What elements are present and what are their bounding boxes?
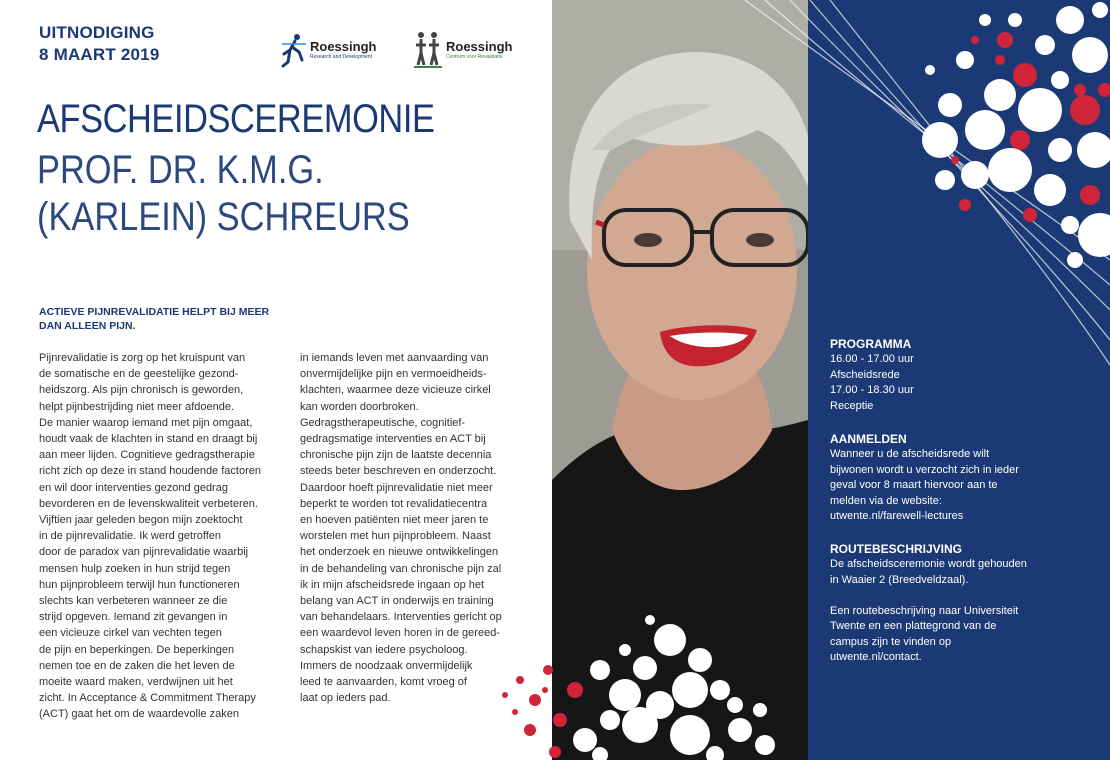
- body-text-line: helpt pijnbestrijding niet meer afdoende.: [39, 400, 235, 413]
- route-line: Twente en een plattegrond van de: [830, 620, 997, 632]
- body-text-line: Pijnrevalidatie is zorg op het kruispunt van: [39, 352, 246, 364]
- contact-link[interactable]: utwente.nl/contact.: [830, 651, 922, 663]
- body-text-line: in de pijnrevalidatie. Ik werd getroffen: [39, 530, 222, 543]
- body-text-column-1: [39, 350, 289, 723]
- body-text-line: steeds beter beschreven en onderzocht.: [300, 465, 497, 478]
- body-text-line: kan worden doorbroken.: [300, 400, 419, 413]
- logo-subtitle: Centrum voor Revalidatie: [446, 54, 503, 60]
- body-text-line: en hoeven patiënten niet meer jaren te: [300, 514, 489, 527]
- body-text-line: nemen toe en de zaken die het leven de: [39, 659, 235, 672]
- body-text-line: heidszorg. Als pijn chronisch is geworden,: [39, 384, 244, 397]
- portrait-photo: [552, 0, 808, 760]
- body-text-line: ik in mijn afscheidsrede ingaan op het: [300, 578, 485, 591]
- header-label: UITNODIGING: [39, 23, 155, 42]
- aanmelden-line: geval voor 8 maart hiervoor aan te: [830, 479, 998, 491]
- body-text-line: strijd opgeven. Iemand zit gevangen in: [39, 611, 228, 624]
- body-text-line: gedragsmatige interventies en ACT bij: [300, 433, 486, 446]
- body-text-line: richt zich op deze in stand houdende factoren: [39, 465, 261, 478]
- logo-name: Roessingh: [310, 39, 377, 54]
- aanmelden-line: bijwonen wordt u verzocht zich in ieder: [830, 463, 1019, 476]
- registration-link[interactable]: utwente.nl/farewell-lectures: [830, 510, 964, 522]
- body-text-line: klachten, waarmee deze vicieuze cirkel: [300, 384, 491, 397]
- body-text-column-2: [300, 350, 550, 706]
- body-text-line: een vicieuze cirkel van vechten tegen: [39, 627, 222, 640]
- body-text-line: chronische pijn zijn de laatste decennia: [300, 449, 492, 462]
- portrait-illustration: [552, 0, 808, 760]
- body-text-line: (ACT) gaat het om de waardevolle zaken: [39, 708, 239, 721]
- invitation-header: [39, 22, 160, 66]
- body-text-line: de somatische en de geestelijke gezond-: [39, 368, 239, 381]
- route-line: De afscheidsceremonie wordt gehouden: [830, 558, 1027, 570]
- professor-name-line2: (KARLEIN) SCHREURS: [37, 195, 410, 239]
- body-text-line: zicht. In Acceptance & Commitment Therapy: [39, 692, 256, 705]
- body-text-line: in de behandeling van chronische pijn zal: [300, 562, 502, 575]
- body-text-line: De manier waarop iemand met pijn omgaat,: [39, 416, 253, 429]
- body-text-line: leed te aanvaarden, komt vroeg of: [300, 676, 467, 689]
- professor-name: [37, 147, 410, 241]
- programma-line: 16.00 - 17.00 uur: [830, 353, 914, 365]
- body-text-line: bevorderen en de levenskwaliteit verbeteren.: [39, 497, 258, 510]
- programma-line: 17.00 - 18.30 uur: [830, 384, 914, 396]
- route-line: campus zijn te vinden op: [830, 635, 952, 648]
- aanmelden-heading: AANMELDEN: [830, 432, 907, 446]
- header-date: 8 MAART 2019: [39, 45, 160, 64]
- roessingh-revalidatie-logo: [412, 30, 512, 70]
- body-text-line: Daardoor hoeft pijnrevalidatie niet meer: [300, 481, 493, 494]
- runner-logo-icon: [280, 32, 308, 68]
- body-text-line: beperkt te worden tot revalidatiecentra: [300, 497, 488, 510]
- body-text-line: houdt vaak de klachten in stand en draagt bij: [39, 433, 258, 446]
- logo-name: Roessingh: [446, 39, 513, 54]
- professor-name-line1: PROF. DR. K.M.G.: [37, 148, 324, 192]
- body-text-line: Immers de noodzaak onvermijdelijk: [300, 659, 473, 672]
- intro-heading: [39, 305, 279, 333]
- intro-line: DAN ALLEEN PIJN.: [39, 320, 136, 332]
- figures-logo-icon: [412, 31, 444, 69]
- body-text-line: Gedragstherapeutische, cognitief-: [300, 416, 466, 429]
- body-text-line: aan meer lijden. Cognitieve gedragstherapie: [39, 449, 255, 462]
- programma-heading: PROGRAMMA: [830, 337, 912, 351]
- body-text-line: van behandelaars. Interventies gericht op: [300, 611, 502, 624]
- body-text-line: schapskist van iedere psycholoog.: [300, 643, 468, 656]
- body-text-line: hun pijnprobleem terwijl hun functioneren: [39, 578, 240, 591]
- roessingh-rd-logo: [280, 30, 376, 70]
- body-text-line: mensen hulp zoeken in hun strijd tegen: [39, 562, 231, 575]
- aanmelden-line: melden via de website:: [830, 494, 942, 507]
- body-text-line: worstelen met hun pijnprobleem. Naast: [300, 530, 491, 543]
- aanmelden-section: [830, 431, 1100, 525]
- body-text-line: het onderzoek en nieuwe ontwikkelingen: [300, 546, 499, 559]
- body-text-line: laat op ieders pad.: [300, 692, 391, 705]
- route-line: Een routebeschrijving naar Universiteit: [830, 604, 1019, 617]
- programma-section: [830, 336, 1100, 414]
- route-line: in Waaier 2 (Breedveldzaal).: [830, 573, 969, 586]
- logo-subtitle: Research and Development: [310, 54, 372, 60]
- programma-line: Afscheidsrede: [830, 368, 900, 381]
- aanmelden-line: Wanneer u de afscheidsrede wilt: [830, 448, 990, 460]
- body-text-line: in iemands leven met aanvaarding van: [300, 352, 489, 364]
- ceremony-title: AFSCHEIDSCEREMONIE: [37, 97, 435, 141]
- route-line: [830, 588, 1100, 604]
- route-heading: ROUTEBESCHRIJVING: [830, 542, 963, 556]
- body-text-line: door de paradox van pijnrevalidatie waarbij: [39, 546, 249, 559]
- body-text-line: een waardevol leven horen in de gereed-: [300, 627, 500, 640]
- body-text-line: Vijftien jaar geleden begon mijn zoektocht: [39, 514, 243, 527]
- body-text-line: moeite waard maken, verdwijnen uit het: [39, 676, 233, 689]
- programma-line: Receptie: [830, 399, 874, 412]
- body-text-line: en wil door interventies gezond gedrag: [39, 481, 228, 494]
- intro-line: ACTIEVE PIJNREVALIDATIE HELPT BIJ MEER: [39, 306, 270, 318]
- route-section: [830, 541, 1100, 666]
- body-text-line: de pijn en beperkingen. De beperkingen: [39, 643, 235, 656]
- body-text-line: belang van ACT in onderwijs en training: [300, 595, 494, 608]
- body-text-line: slechts kan verbeteren wanneer ze die: [39, 595, 228, 608]
- body-text-line: onvermijdelijke pijn en vermoeidheids-: [300, 368, 487, 381]
